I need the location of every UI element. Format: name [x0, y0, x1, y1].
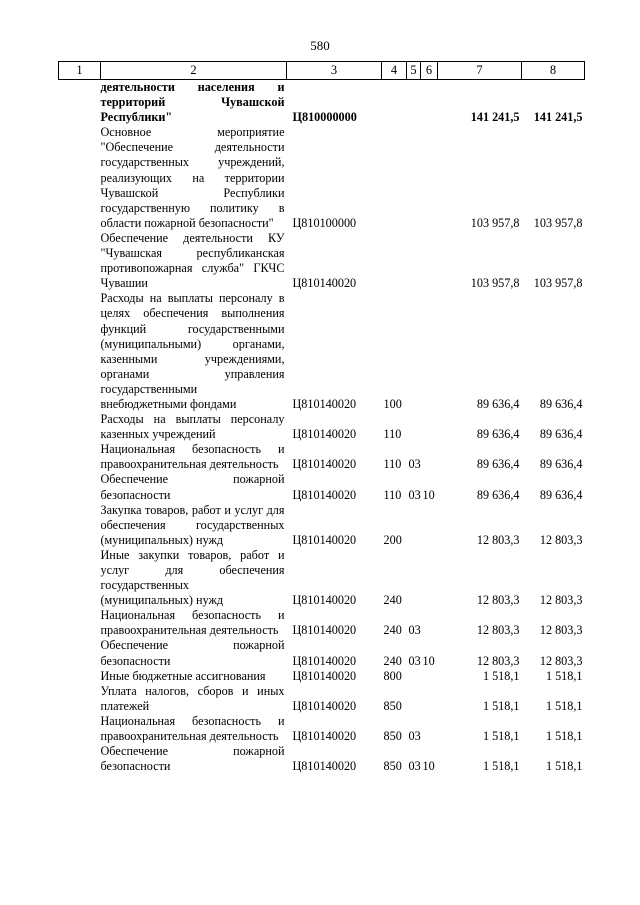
row-amount-col-7: 89 636,4: [476, 457, 520, 472]
row-target-code: Ц810140020: [292, 396, 357, 411]
row-item-name: Обеспечение пожарной безопасности: [100, 638, 285, 668]
row-item-name: Закупка товаров, работ и услуг для обеспечения государственных (муниципальных) нужд: [100, 502, 285, 547]
row-subsection: 10: [422, 759, 435, 774]
row-section: 03: [408, 487, 421, 502]
row-subsection: [421, 714, 438, 744]
row-expense-type: [382, 80, 407, 126]
row-item-name: деятельности населения и территорий Чувашской Республики": [100, 80, 285, 125]
row-expense-type: 110: [383, 427, 402, 442]
row-item-name: Национальная безопасность и правоохранительная деятельность: [100, 713, 285, 744]
row-subsection: [421, 231, 438, 291]
header-col-4: 4: [382, 62, 407, 80]
budget-table: [58, 61, 585, 774]
table-row: [59, 472, 585, 502]
row-section: [407, 412, 421, 442]
table-row: [59, 714, 585, 744]
row-item-name: Иные закупки товаров, работ и услуг для обеспечения государственных (муниципальных) нужд: [100, 547, 285, 608]
row-col-1: [59, 80, 101, 126]
row-section: 03: [408, 729, 421, 744]
row-col-1: [59, 548, 101, 608]
row-subsection: [421, 684, 438, 714]
header-col-3: 3: [287, 62, 382, 80]
row-section: [407, 684, 421, 714]
row-target-code: Ц810140020: [292, 759, 357, 774]
row-subsection: [421, 412, 438, 442]
row-col-1: [59, 714, 101, 744]
row-target-code: Ц810140020: [292, 532, 357, 547]
row-amount-col-8: 103 957,8: [533, 276, 583, 291]
row-expense-type: 200: [383, 532, 402, 547]
row-amount-col-8: 89 636,4: [539, 396, 583, 411]
row-target-code: Ц810140020: [292, 487, 357, 502]
table-row: [59, 548, 585, 608]
row-expense-type: 110: [383, 457, 402, 472]
row-amount-col-7: 1 518,1: [482, 668, 520, 683]
table-row: [59, 231, 585, 291]
row-col-1: [59, 472, 101, 502]
table-row: [59, 669, 585, 684]
row-expense-type: [382, 231, 407, 291]
row-item-name: Национальная безопасность и правоохранительная деятельность: [100, 608, 285, 638]
row-amount-col-8: 1 518,1: [545, 668, 583, 683]
row-section: [407, 548, 421, 608]
row-amount-col-7: 103 957,8: [470, 276, 520, 291]
row-item-name: Обеспечение пожарной безопасности: [100, 472, 285, 502]
row-col-1: [59, 442, 101, 472]
row-expense-type: 800: [383, 668, 402, 683]
row-expense-type: 100: [383, 396, 402, 411]
row-expense-type: 850: [383, 698, 402, 713]
row-target-code: Ц810140020: [292, 623, 357, 638]
row-item-name: Основное мероприятие "Обеспечение деятельности государственных учреждений, реализующих на территории Чувашской Республики государственную политику в области пожарной безопасности": [100, 125, 285, 230]
row-amount-col-7: 89 636,4: [476, 487, 520, 502]
row-section: [407, 503, 421, 548]
row-amount-col-8: 12 803,3: [539, 593, 583, 608]
row-subsection: 10: [422, 653, 435, 668]
row-col-1: [59, 291, 101, 412]
row-amount-col-7: 89 636,4: [476, 427, 520, 442]
row-target-code: Ц810000000: [292, 110, 357, 125]
row-section: [407, 231, 421, 291]
header-col-5: 5: [407, 62, 421, 80]
row-amount-col-7: 12 803,3: [476, 532, 520, 547]
row-subsection: 10: [422, 487, 435, 502]
row-amount-col-8: 89 636,4: [539, 487, 583, 502]
table-row: [59, 80, 585, 126]
row-amount-col-7: 103 957,8: [470, 215, 520, 230]
row-amount-col-8: 12 803,3: [539, 532, 583, 547]
table-row: [59, 125, 585, 231]
row-item-name: Национальная безопасность и правоохранительная деятельность: [100, 442, 285, 472]
table-row: [59, 442, 585, 472]
row-item-name: Иные бюджетные ассигнования: [100, 668, 266, 683]
row-amount-col-8: 1 518,1: [545, 759, 583, 774]
table-row: [59, 744, 585, 774]
row-amount-col-7: 141 241,5: [470, 110, 520, 125]
row-target-code: Ц810100000: [292, 215, 357, 230]
row-section: 03: [408, 457, 421, 472]
row-col-1: [59, 669, 101, 684]
row-expense-type: 240: [383, 593, 402, 608]
row-amount-col-8: 103 957,8: [533, 215, 583, 230]
row-subsection: [421, 669, 438, 684]
row-target-code: Ц810140020: [292, 668, 357, 683]
row-target-code: Ц810140020: [292, 457, 357, 472]
row-target-code: Ц810140020: [292, 653, 357, 668]
row-expense-type: 850: [383, 759, 402, 774]
row-expense-type: 110: [383, 487, 402, 502]
table-body: [59, 80, 585, 775]
row-amount-col-7: 12 803,3: [476, 653, 520, 668]
table-row: [59, 503, 585, 548]
table-row: [59, 684, 585, 714]
row-amount-col-8: 89 636,4: [539, 427, 583, 442]
row-col-1: [59, 608, 101, 638]
row-amount-col-8: 141 241,5: [533, 110, 583, 125]
row-col-1: [59, 412, 101, 442]
row-target-code: Ц810140020: [292, 698, 357, 713]
row-amount-col-7: 12 803,3: [476, 593, 520, 608]
row-item-name: Обеспечение деятельности КУ "Чувашская республиканская противопожарная служба" ГКЧС Чувашии: [100, 230, 285, 291]
row-amount-col-8: 12 803,3: [539, 653, 583, 668]
row-expense-type: 240: [383, 623, 402, 638]
row-col-1: [59, 638, 101, 668]
row-amount-col-7: 89 636,4: [476, 396, 520, 411]
row-col-1: [59, 231, 101, 291]
row-section: [407, 669, 421, 684]
header-col-1: 1: [59, 62, 101, 80]
row-amount-col-7: 1 518,1: [482, 698, 520, 713]
row-col-1: [59, 125, 101, 231]
row-amount-col-7: 12 803,3: [476, 623, 520, 638]
row-subsection: [421, 80, 438, 126]
row-section: 03: [408, 623, 421, 638]
row-col-1: [59, 744, 101, 774]
row-section: [407, 291, 421, 412]
row-amount-col-8: 12 803,3: [539, 623, 583, 638]
row-section: 03: [408, 653, 421, 668]
row-expense-type: 850: [383, 729, 402, 744]
row-item-name: Расходы на выплаты персоналу в целях обеспечения выполнения функций государственными (муниципальными) органами, казенными учреждениями, органами управления государственными внебюджетными фондами: [100, 291, 285, 411]
row-amount-col-8: 1 518,1: [545, 729, 583, 744]
row-subsection: [421, 608, 438, 638]
row-subsection: [421, 442, 438, 472]
row-amount-col-7: 1 518,1: [482, 759, 520, 774]
row-target-code: Ц810140020: [292, 729, 357, 744]
row-subsection: [421, 548, 438, 608]
row-item-name: Уплата налогов, сборов и иных платежей: [100, 683, 285, 713]
row-expense-type: 240: [383, 653, 402, 668]
table-row: [59, 608, 585, 638]
table-header-row: [59, 62, 585, 80]
row-amount-col-7: 1 518,1: [482, 729, 520, 744]
row-amount-col-8: 89 636,4: [539, 457, 583, 472]
header-col-6: 6: [421, 62, 438, 80]
row-col-1: [59, 684, 101, 714]
row-amount-col-8: 1 518,1: [545, 698, 583, 713]
header-col-7: 7: [438, 62, 522, 80]
row-item-name: Расходы на выплаты персоналу казенных учреждений: [100, 412, 285, 442]
row-item-name: Обеспечение пожарной безопасности: [100, 744, 285, 774]
header-col-2: 2: [101, 62, 287, 80]
row-section: [407, 125, 421, 231]
header-col-8: 8: [522, 62, 585, 80]
table-row: [59, 638, 585, 668]
row-subsection: [421, 125, 438, 231]
row-expense-type: [382, 125, 407, 231]
row-target-code: Ц810140020: [292, 593, 357, 608]
row-subsection: [421, 291, 438, 412]
table-row: [59, 291, 585, 412]
row-col-1: [59, 503, 101, 548]
page-number: 580: [310, 38, 330, 53]
row-target-code: Ц810140020: [292, 276, 357, 291]
row-target-code: Ц810140020: [292, 427, 357, 442]
row-subsection: [421, 503, 438, 548]
table-row: [59, 412, 585, 442]
row-section: 03: [408, 759, 421, 774]
row-section: [407, 80, 421, 126]
